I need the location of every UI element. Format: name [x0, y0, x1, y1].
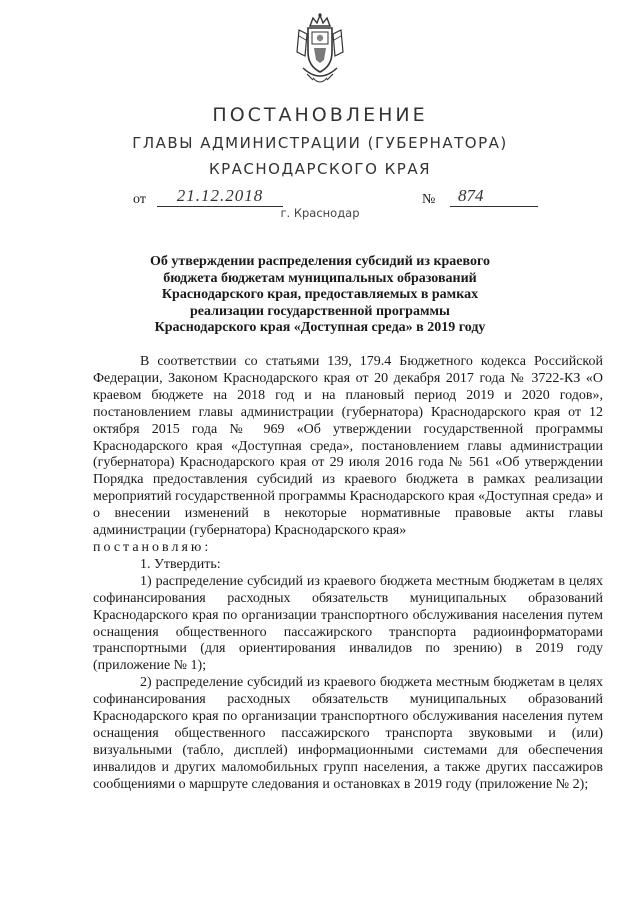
number-prefix: №: [422, 192, 436, 207]
decree-word: постановляю:: [93, 539, 212, 555]
document-body: [93, 354, 603, 794]
city-label: г. Краснодар: [280, 206, 360, 220]
document-title: Об утверждении распределения субсидий из краевого бюджета бюджетам муниципальных образований Краснодарского края, предоставляемых в рамках реализации государственной программы Краснодарского края «Доступная среда» в 2019 году: [150, 254, 490, 335]
item-1: 1. Утвердить:: [140, 556, 221, 572]
document-number: 874: [450, 186, 538, 207]
subitem-2: 2) распределение субсидий из краевого бюджета местным бюджетам в целях софинансирования расходных обязательств муниципальных образований Краснодарского края по организации транспортного обслуживания населения путем оснащения общественного пассажирского транспорта звуковыми и (или) визуальными (табло, дисплей) информационными системами для обеспечения инвалидов и других маломобильных групп населения, а также других пассажиров сообщениями о маршруте следования и остановках в 2019 году (приложение № 2);: [93, 675, 603, 792]
date-prefix: от: [133, 192, 146, 207]
region-heading: КРАСНОДАРСКОГО КРАЯ: [208, 160, 432, 178]
document-type-heading: ПОСТАНОВЛЕНИЕ: [212, 104, 428, 126]
subitem-1: 1) распределение субсидий из краевого бюджета местным бюджетам в целях софинансирования расходных обязательств муниципальных образований Краснодарского края по организации транспортного обслуживания населения путем оснащения общественного пассажирского транспорта радиоинформаторами транспортными (для ориентирования инвалидов по зрению) в 2019 году (приложение № 1);: [93, 573, 603, 674]
issuer-heading: ГЛАВЫ АДМИНИСТРАЦИИ (ГУБЕРНАТОРА): [132, 134, 508, 152]
coat-of-arms-icon: [293, 12, 347, 88]
document-date: 21.12.2018: [157, 186, 283, 207]
preamble-paragraph: В соответствии со статьями 139, 179.4 Бюджетного кодекса Российской Федерации, Законом Краснодарского края от 20 декабря 2017 года № 3722-КЗ «О краевом бюджете на 2018 год и на плановый период 2019 и 2020 годов», постановлением главы администрации (губернатора) Краснодарского края от 12 октября 2015 года № 969 «Об утверждении государственной программы Краснодарского края «Доступная среда», постановлением главы администрации (губернатора) Краснодарского края от 29 июля 2016 года № 561 «Об утверждении Порядка предоставления субсидий из краевого бюджета в рамках реализации мероприятий государственной программы Краснодарского края «Доступная среда» и о внесении изменений в некоторые нормативные правовые акты главы администрации (губернатора) Краснодарского края»: [93, 354, 603, 539]
